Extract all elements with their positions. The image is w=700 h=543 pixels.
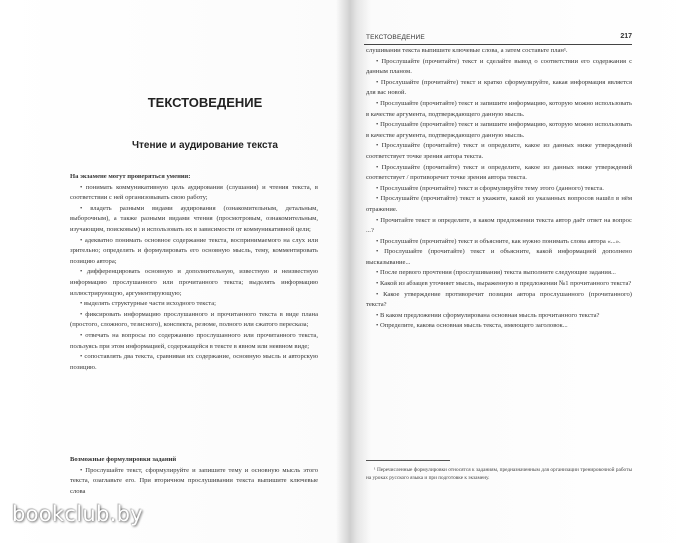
page-number: 217 [620,33,632,40]
running-title: ТЕКСТОВЕДЕНИЕ [366,34,425,41]
tasks-block [70,455,318,497]
list-item: • Прослушайте (прочитайте) текст и объясните, как нужно понимать слова автора «...». [376,237,621,245]
section-title: Чтение и аудирование текста [132,140,278,151]
list-item: • Прослушайте (прочитайте) текст и кратко сформулируйте, какая информация является для вас новой. [366,78,632,97]
skill-item: • адекватно понимать основное содержание текста, воспринимаемого на слух или зрительно; определять и формулировать его основную мысль, тему, комментировать позицию автора; [70,236,318,265]
footnote-rule [366,460,450,461]
list-item: • Прослушайте (прочитайте) текст и определите, какое из данных ниже утверждений соответствует точке зрения автора текста. [366,142,632,160]
list-item: • После первого прочтения (прослушивания) текста выполните следующие задания... [376,269,616,277]
right-page [364,0,642,543]
skill-item: • выделять структурные части исходного текста; [80,300,216,308]
task-item: • Прослушайте текст, сформулируйте и запишите тему и основную мысль этого текста, озаглавьте его. При вторичном прослушивании текста выпишите ключевые слова [70,466,318,495]
list-item: • Прослушайте (прочитайте) текст и определите, какое из данных ниже утверждений соответствует / противоречит точке зрения автора текста. [366,163,632,182]
list-item: • Прослушайте (прочитайте) текст и укажите, какой из указанных вопросов нашёл в нём отражение. [366,195,632,213]
skill-item: • сопоставлять два текста, сравнивая их содержание, основную мысль и авторскую позицию. [70,353,318,371]
list-item: • В каком предложении сформулирована основная мысль прочитанного текста? [376,311,600,319]
watermark: bookclub.by [12,502,143,526]
skill-item: • фиксировать информацию прослушанного и прочитанного текста в виде плана (простого, сложного, тезисного), конспекта, резюме, полного или сжатого пересказа; [70,310,318,329]
footnote-text: ¹ Перечисленные формулировки относятся к заданиям, предназначенным для организации тренировочной работы на уроках русского языка и при подготовке к экзамену. [366,467,632,481]
list-item: • Прослушайте (прочитайте) текст и объясните, какой информацией дополнено высказывание... [366,248,632,266]
skills-heading: На экзамене могут проверяться умения: [70,173,191,180]
list-item: • Какое утверждение противоречит позиции автора прослушанного (прочитанного) текста? [366,290,632,309]
skill-item: • отвечать на вопросы по содержанию прослушанного или прочитанного текста, пользуясь при этом информацией, содержащейся в тексте в явном или неявном виде; [70,331,318,350]
list-item: • Какой из абзацев уточняет мысль, выраженную в предложении №1 прочитанного текста? [376,280,632,288]
chapter-title: ТЕКСТОВЕДЕНИЕ [147,95,263,110]
list-item: слушивании текста выпишите ключевые слова, а затем составьте план¹. [366,47,568,54]
list-item: • Прослушайте (прочитайте) текст и запишите информацию, которую можно использовать в качестве аргумента, подтверждающего данную мысль. [366,99,632,118]
list-item: • Прослушайте (прочитайте) текст и сделайте вывод о соответствии его содержания с данным планом. [366,57,632,76]
skills-block [70,172,318,373]
list-item: • Прочитайте текст и определите, в каком предложении текста автор даёт ответ на вопрос ...? [366,216,632,235]
running-head [364,32,632,45]
skill-item: • дифференцировать основную и дополнительную, известную и неизвестную информацию прослушанного или прочитанного текста; выделять информацию иллюстрирующую, аргументирующую; [70,268,318,297]
list-item: • Определите, какова основная мысль текста, имеющего заголовок... [376,322,568,330]
footnote [366,466,632,482]
list-item: • Прослушайте (прочитайте) текст и запишите информацию, которую можно использовать в качестве аргумента, подтверждающего данную мысль. [366,121,632,139]
left-page [70,0,340,543]
skill-item: • понимать коммуникативную цель аудирования (слушания) и чтения текста, в соответствии с ней организовывать свою работу; [70,183,318,202]
skill-item: • владеть разными видами аудирования (ознакомительным, детальным, выборочным), а также разными видами чтения (просмотровым, ознакомительным, изучающим, поисковым) и использовать их в зависимости от коммуникативной цели; [70,204,318,233]
tasks-heading: Возможные формулировки заданий [70,456,177,463]
task-list [366,46,632,332]
list-item: • Прослушайте (прочитайте) текст и сформулируйте тему этого (данного) текста. [376,184,604,192]
